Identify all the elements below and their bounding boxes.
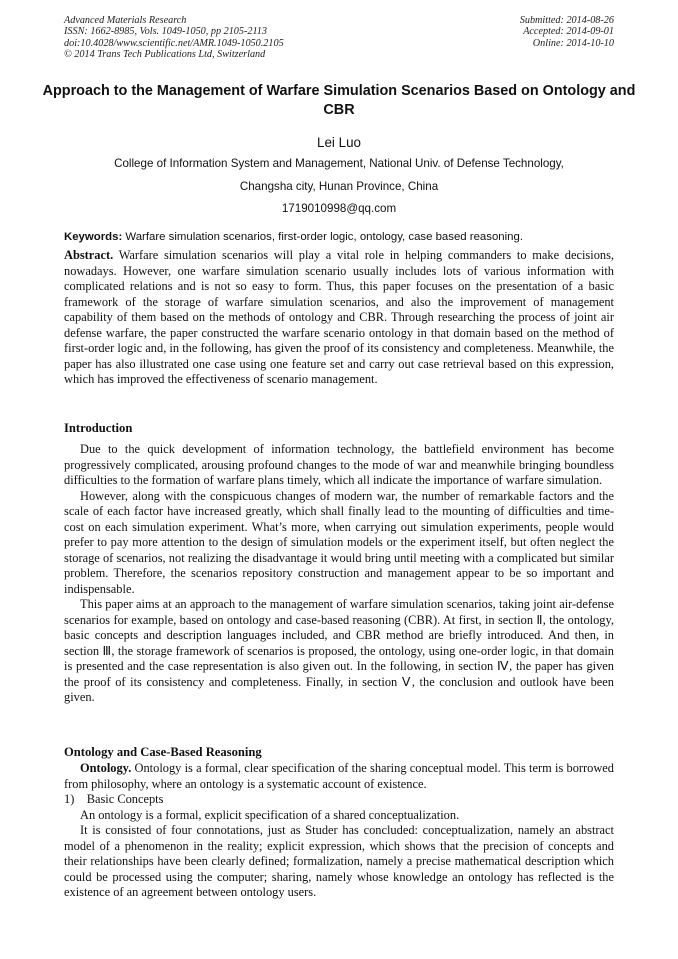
introduction-body <box>64 442 614 706</box>
dates-header <box>520 15 614 49</box>
keywords <box>64 230 624 244</box>
issn-line: ISSN: 1662-8985, Vols. 1049-1050, pp 2105-2113 <box>64 26 267 38</box>
affiliation-line-1: College of Information System and Management, National Univ. of Defense Technology, <box>114 157 564 170</box>
ontology-label: Ontology. <box>80 761 132 775</box>
author-email: 1719010998@qq.com <box>281 202 397 215</box>
ontology-text: Ontology is a formal, clear specification of the sharing conceptual model. This term is borrowed from philosophy, where an ontology is a systematic account of existence. <box>64 761 614 791</box>
ontology-body <box>64 761 614 901</box>
abstract <box>64 248 614 388</box>
intro-paragraph-2: However, along with the conspicuous changes of modern war, the number of remarkable factors and the scale of each factor have increased greatly, which shall finally lead to the mounting of difficulties and time-cost on each simulation experiment. What’s more, when carrying out simulation experiments, people would prefer to pay more attention to the design of simulation models or the experiment itself, but often neglect the storage of scenarios, not realizing the disadvantage it would bring until meeting with a complicated but similar problem. Therefore, the scenarios repository construction and management appear to be so important and indispensable. <box>64 488 614 596</box>
doi-line: doi:10.4028/www.scientific.net/AMR.1049-1050.2105 <box>64 37 284 49</box>
intro-paragraph-1: Due to the quick development of information technology, the battlefield environment has become progressively complicated, arousing profound changes to the mode of war and meanwhile bringing boundless difficulties to the formation of warfare plans timely, which all indicate the importance of warfare simulation. <box>64 442 614 487</box>
intro-paragraph-3: This paper aims at an approach to the management of warfare simulation scenarios, taking joint air-defense scenarios for example, based on ontology and case-based reasoning (CBR). At first, in section Ⅱ, the ontology, basic concepts and description languages included, and CBR method are briefly introduced. And then, in section Ⅲ, the storage framework of scenarios is proposed, the ontology, using one-order logic, in that domain is presented and the case representation is also given out. In the following, in section Ⅳ, the paper has given the proof of its consistency and completeness. Finally, in section Ⅴ, the conclusion and outlook have been given. <box>64 597 614 704</box>
keywords-text: Warfare simulation scenarios, first-order logic, ontology, case based reasoning. <box>122 231 523 243</box>
keywords-label: Keywords: <box>64 231 123 243</box>
author-name: Lei Luo <box>317 135 361 150</box>
abstract-label: Abstract. <box>64 248 114 262</box>
submitted-date: Submitted: 2014-08-26 <box>519 15 614 26</box>
ontology-cbr-heading: Ontology and Case-Based Reasoning <box>64 745 262 759</box>
introduction-heading: Introduction <box>64 421 133 435</box>
paper-title: Approach to the Management of Warfare Simulation Scenarios Based on Ontology and CBR <box>42 83 636 118</box>
copyright-line: © 2014 Trans Tech Publications Ltd, Switzerland <box>64 48 266 60</box>
journal-header <box>64 15 284 60</box>
abstract-text: Warfare simulation scenarios will play a vital role in helping commanders to make decisions, nowadays. However, one warfare simulation scenario usually includes lots of various information with complicated relations and is not so easy to form. Thus, this paper focuses on the presentation of a basic framework of the storage of warfare simulation scenarios, and also the improvement of management capability of them based on the methods of ontology and CBR. Through researching the process of joint air defense warfare, the paper constructed the warfare scenario ontology in that domain based on the method of first-order logic and, in the following, has given the proof of its consistency and completeness. Meanwhile, the paper has also illustrated one case using one feature set and carry out case retrieval based on this expression, which has improved the effectiveness of scenario management. <box>64 248 614 386</box>
basic-concepts-item: 1) Basic Concepts <box>64 792 164 806</box>
ontology-connotations: It is consisted of four connotations, just as Studer has concluded: conceptualization, namely an abstract model of a phenomenon in the reality; explicit expression, which shows that the precision of concepts and their relationships have been clearly defined; formalization, namely a precise mathematical description which could be processed using the computer; sharing, namely whose knowledge an ontology has reflected is the existence of an agreement between ontology users. <box>64 823 614 899</box>
ontology-definition: An ontology is a formal, explicit specification of a shared conceptualization. <box>80 807 460 822</box>
accepted-date: Accepted: 2014-09-01 <box>523 26 614 38</box>
online-date: Online: 2014-10-10 <box>532 37 614 49</box>
journal-name: Advanced Materials Research <box>64 15 187 26</box>
affiliation-line-2: Changsha city, Hunan Province, China <box>239 180 439 193</box>
